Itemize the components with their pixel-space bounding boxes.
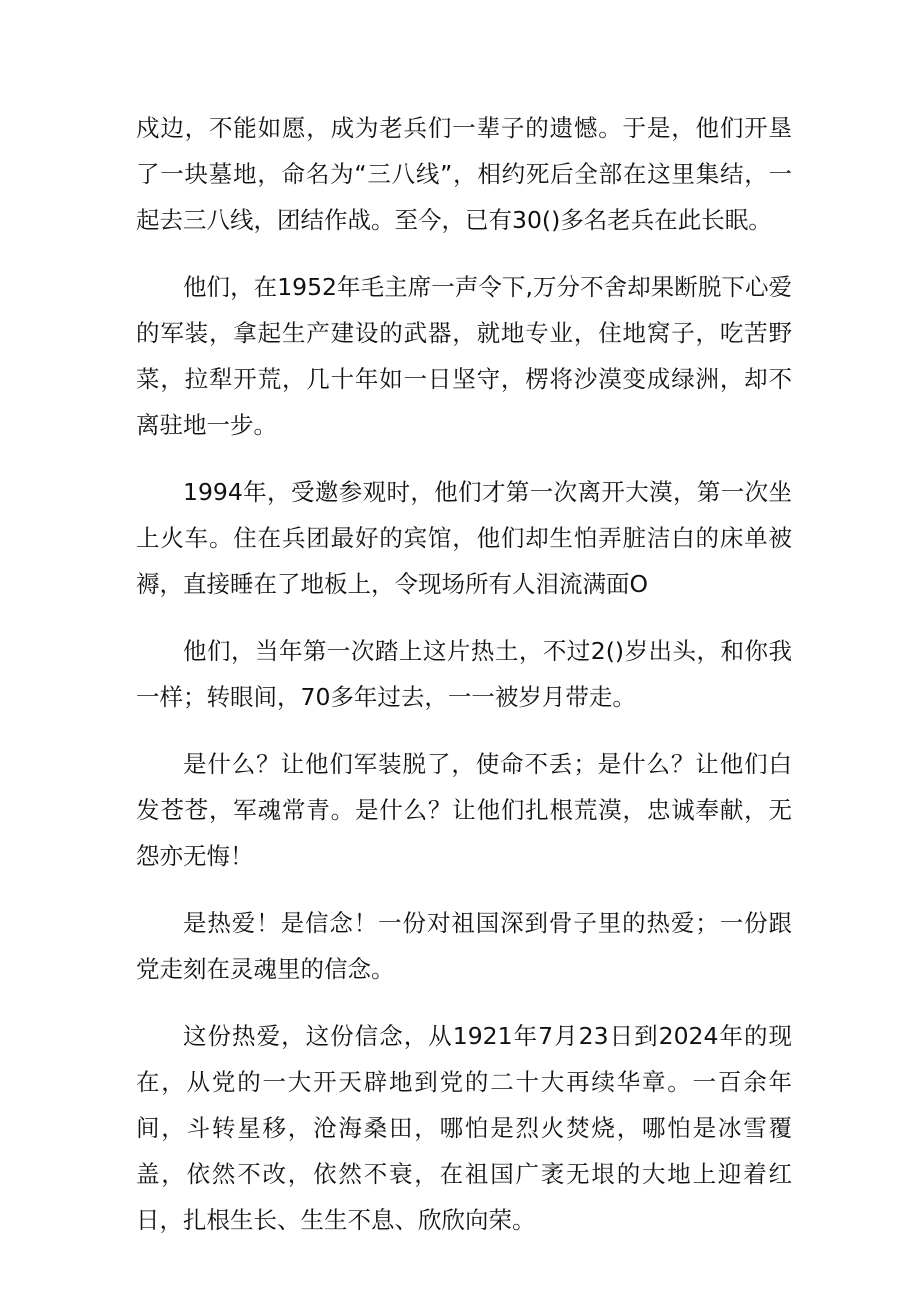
paragraph-6: 是热爱！是信念！一份对祖国深到骨子里的热爱；一份跟党走刻在灵魂里的信念。 bbox=[136, 909, 792, 983]
paragraph-1: 戍边，不能如愿，成为老兵们一辈子的遗憾。于是，他们开垦了一块墓地，命名为“三八线”，相约死后全部在这里集结，一起去三八线，团结作战。至今，已有30()多名老兵在此长眠。 bbox=[136, 114, 792, 234]
paragraph-5: 是什么？让他们军装脱了，使命不丢；是什么？让他们白发苍苍，军魂常青。是什么？让他们扎根荒漠，忠诚奉献，无怨亦无悔！ bbox=[136, 750, 792, 870]
paragraph-3: 1994年，受邀参观时，他们才第一次离开大漠，第一次坐上火车。住在兵团最好的宾馆，他们却生怕弄脏洁白的床单被褥，直接睡在了地板上，令现场所有人泪流满面O bbox=[136, 478, 792, 598]
paragraph-2: 他们，在1952年毛主席一声令下,万分不舍却果断脱下心爱的军装，拿起生产建设的武器，就地专业，住地窝子，吃苦野菜，拉犁开荒，几十年如一日坚守，楞将沙漠变成绿洲，却不离驻地一步。 bbox=[136, 273, 792, 439]
paragraph-4: 他们，当年第一次踏上这片热土，不过2()岁出头，和你我一样；转眼间，70多年过去，一一被岁月带走。 bbox=[136, 637, 792, 711]
paragraph-7: 这份热爱，这份信念，从1921年7月23日到2024年的现在，从党的一大开天辟地到党的二十大再续华章。一百余年间，斗转星移，沧海桑田，哪怕是烈火焚烧，哪怕是冰雪覆盖，依然不改，依然不衰，在祖国广袤无垠的大地上迎着红日，扎根生长、生生不息、欣欣向荣。 bbox=[136, 1022, 792, 1234]
document-body bbox=[136, 105, 792, 1264]
